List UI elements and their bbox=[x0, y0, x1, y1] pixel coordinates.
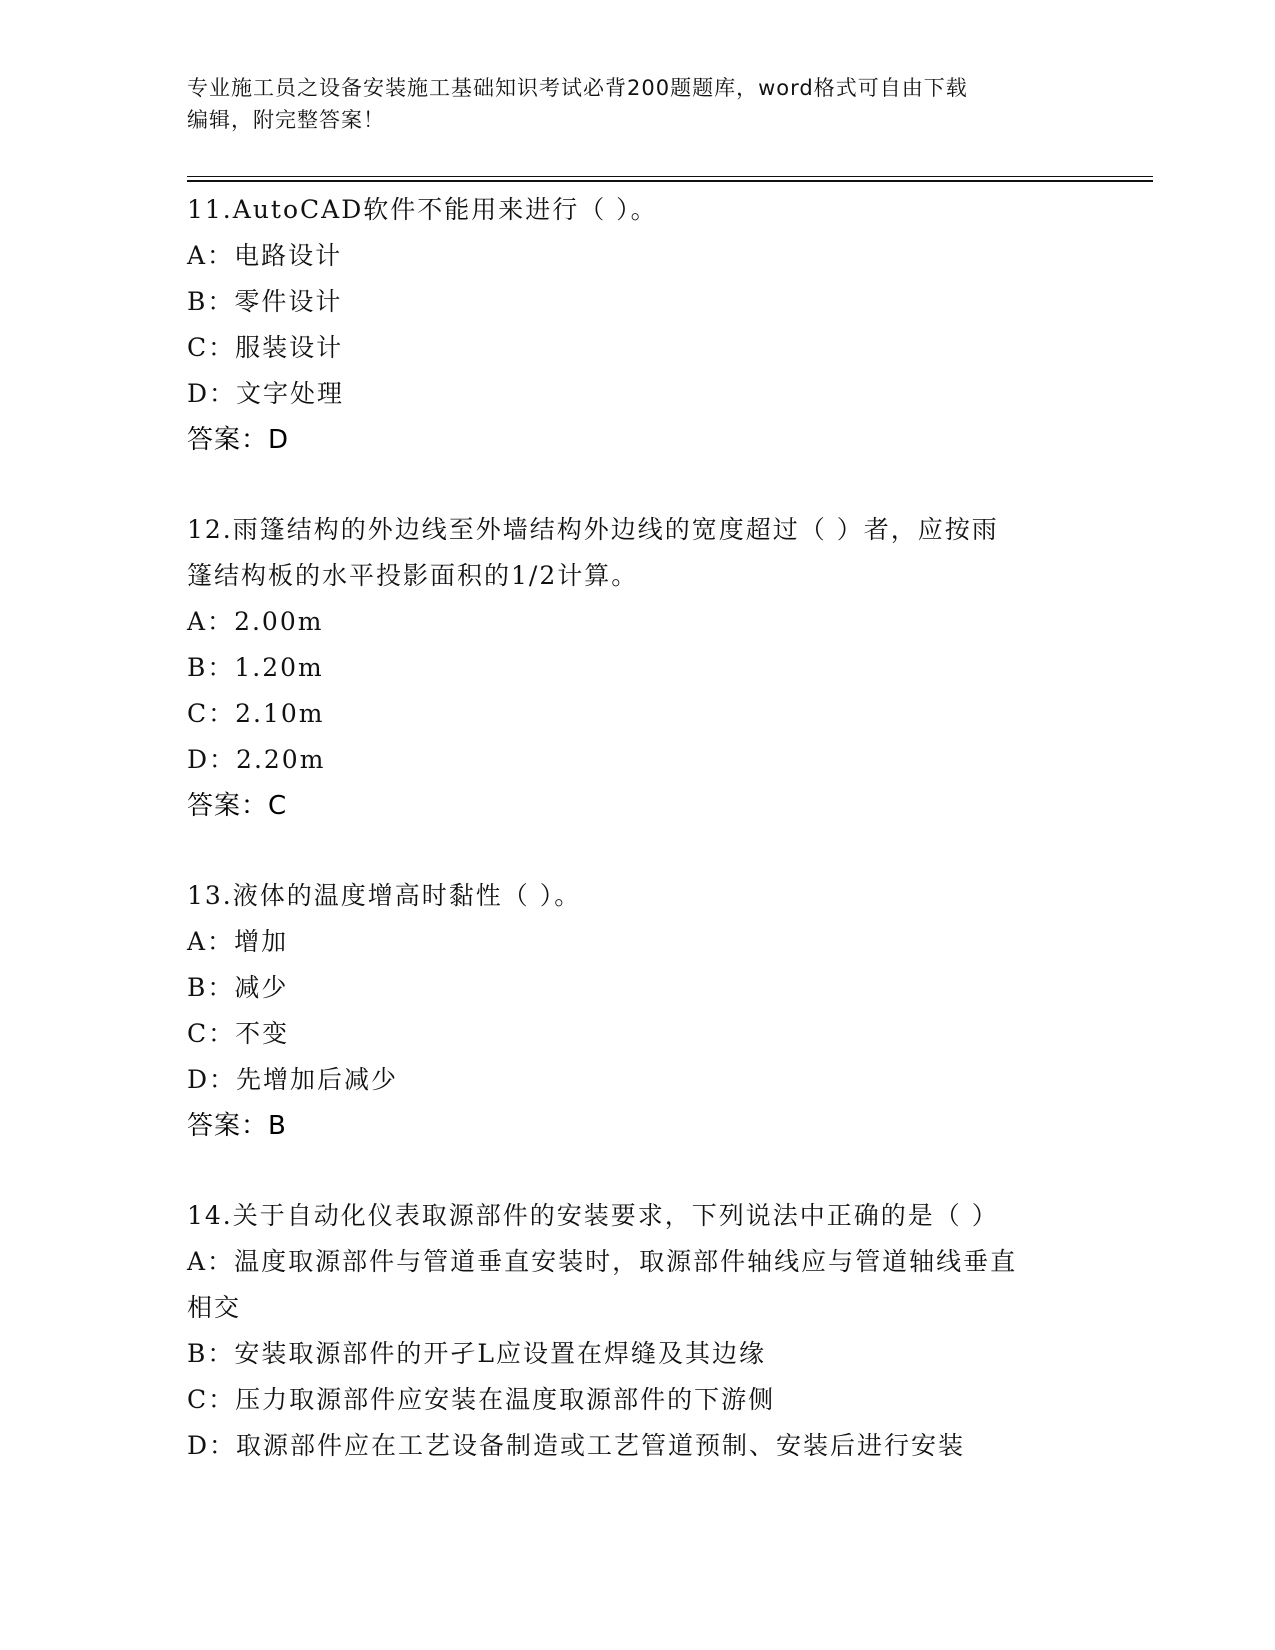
option-d bbox=[187, 737, 1087, 783]
option-text: 2.00m bbox=[234, 607, 324, 636]
option-text: 取源部件应在工艺设备制造或工艺管道预制、安装后进行安装 bbox=[236, 1431, 966, 1460]
question-11 bbox=[187, 187, 1087, 463]
answer-label: 答案：B bbox=[187, 1111, 287, 1141]
option-letter: B： bbox=[187, 1339, 235, 1368]
option-c bbox=[187, 691, 1087, 737]
option-d bbox=[187, 371, 1087, 417]
option-text: 温度取源部件与管道垂直安装时，取源部件轴线应与管道轴线垂直 bbox=[234, 1247, 1018, 1276]
option-a bbox=[187, 1239, 1087, 1285]
document-header bbox=[187, 72, 1067, 136]
option-c bbox=[187, 1011, 1087, 1057]
option-letter: D： bbox=[187, 379, 237, 408]
option-text: 压力取源部件应安装在温度取源部件的下游侧 bbox=[235, 1385, 776, 1414]
option-letter: C： bbox=[187, 1385, 236, 1414]
option-letter: D： bbox=[187, 745, 237, 774]
option-d bbox=[187, 1423, 1087, 1469]
answer-label: 答案：D bbox=[187, 425, 290, 455]
option-text: 零件设计 bbox=[234, 287, 343, 316]
option-text: 文字处理 bbox=[236, 379, 345, 408]
option-b bbox=[187, 965, 1087, 1011]
option-a bbox=[187, 599, 1087, 645]
question-13 bbox=[187, 873, 1087, 1149]
question-stem: 14.关于自动化仪表取源部件的安装要求，下列说法中正确的是（ ） bbox=[187, 1201, 999, 1230]
option-text: 服装设计 bbox=[235, 333, 344, 362]
option-letter: A： bbox=[187, 1247, 235, 1276]
option-b bbox=[187, 279, 1087, 325]
answer-label: 答案：C bbox=[187, 791, 288, 821]
option-text: 1.20m bbox=[234, 653, 324, 682]
header-line-1: 专业施工员之设备安装施工基础知识考试必背200题题库，word格式可自由下载 bbox=[187, 76, 968, 100]
option-a-continuation: 相交 bbox=[187, 1293, 242, 1322]
header-divider-thin bbox=[187, 176, 1153, 177]
question-list bbox=[187, 187, 1087, 1513]
question-14 bbox=[187, 1193, 1087, 1469]
option-letter: D： bbox=[187, 1065, 237, 1094]
question-12 bbox=[187, 507, 1087, 829]
option-text: 不变 bbox=[235, 1019, 290, 1048]
option-letter: C： bbox=[187, 1019, 236, 1048]
option-text: 减少 bbox=[234, 973, 289, 1002]
option-a bbox=[187, 919, 1087, 965]
option-letter: B： bbox=[187, 653, 235, 682]
option-letter: D： bbox=[187, 1431, 237, 1460]
question-stem: 11.AutoCAD软件不能用来进行（ ）。 bbox=[187, 195, 658, 224]
header-line-2: 编辑，附完整答案！ bbox=[187, 108, 385, 132]
option-letter: A： bbox=[187, 927, 235, 956]
option-text: 2.10m bbox=[235, 699, 325, 728]
option-letter: A： bbox=[187, 241, 235, 270]
option-text: 增加 bbox=[234, 927, 289, 956]
question-stem-line-1: 12.雨篷结构的外边线至外墙结构外边线的宽度超过（ ）者，应按雨 bbox=[187, 515, 999, 544]
option-text: 2.20m bbox=[236, 745, 326, 774]
question-stem: 13.液体的温度增高时黏性（ ）。 bbox=[187, 881, 582, 910]
option-b bbox=[187, 1331, 1087, 1377]
option-letter: C： bbox=[187, 699, 236, 728]
option-text: 先增加后减少 bbox=[236, 1065, 399, 1094]
option-a bbox=[187, 233, 1087, 279]
option-text: 电路设计 bbox=[234, 241, 343, 270]
option-c bbox=[187, 1377, 1087, 1423]
option-text: 安装取源部件的开孑L应设置在焊缝及其边缘 bbox=[234, 1339, 766, 1368]
option-b bbox=[187, 645, 1087, 691]
question-stem-line-2: 篷结构板的水平投影面积的1/2计算。 bbox=[187, 561, 639, 590]
option-letter: B： bbox=[187, 973, 235, 1002]
option-letter: B： bbox=[187, 287, 235, 316]
option-letter: C： bbox=[187, 333, 236, 362]
option-c bbox=[187, 325, 1087, 371]
header-divider-thick bbox=[187, 180, 1153, 182]
option-d bbox=[187, 1057, 1087, 1103]
option-letter: A： bbox=[187, 607, 235, 636]
